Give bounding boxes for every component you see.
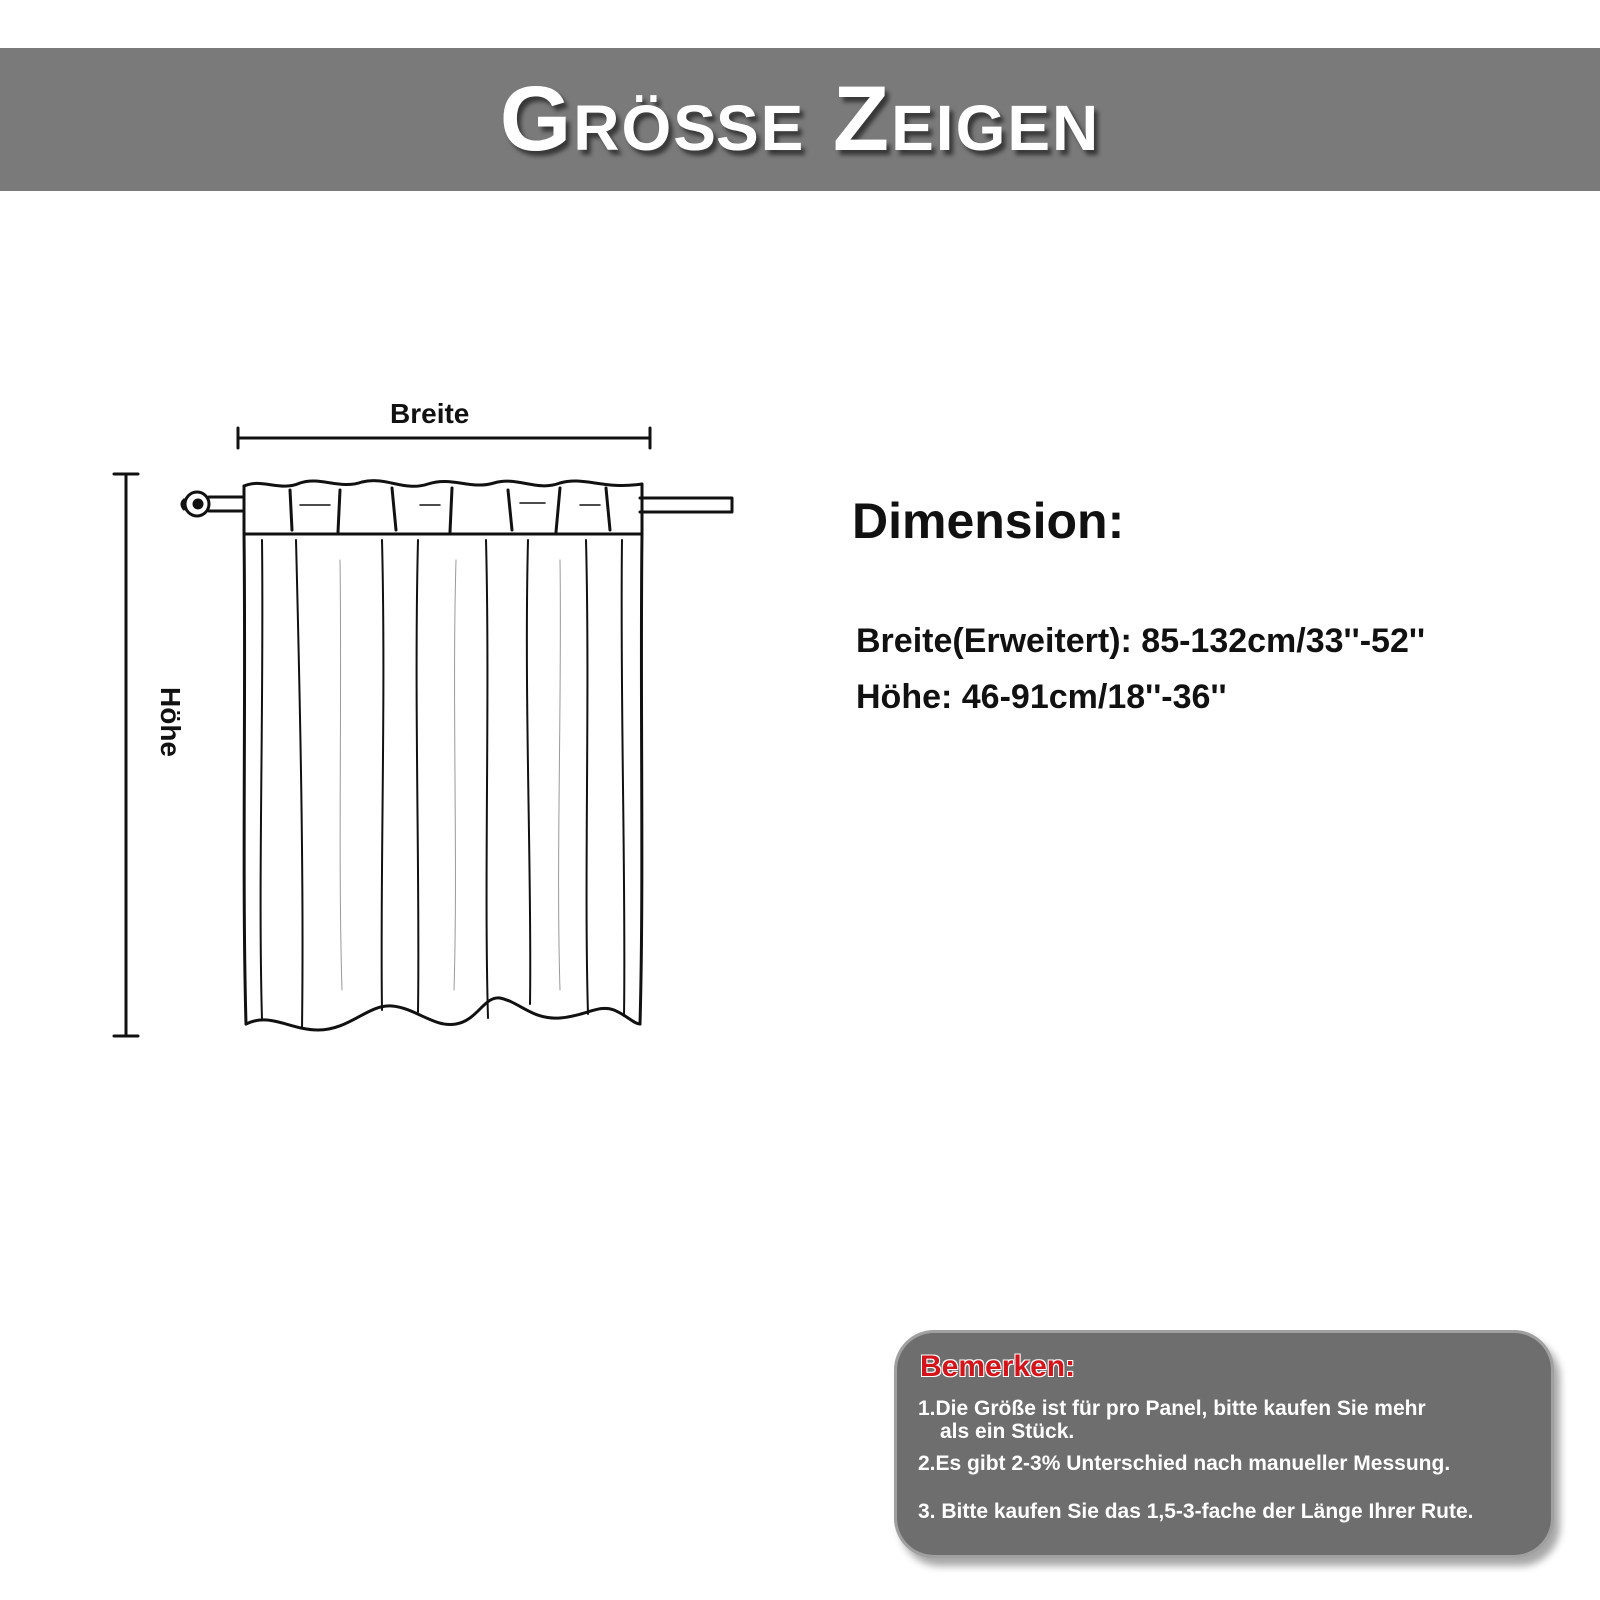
height-spec: Höhe: 46-91cm/18''-36'' (856, 678, 1227, 716)
curtain-diagram (0, 0, 760, 1060)
curtain-heading (244, 481, 642, 534)
height-label: Höhe (155, 687, 186, 757)
page-title: Größe Zeigen (499, 68, 1101, 170)
note-item-1-continued: als ein Stück. (940, 1420, 1075, 1443)
width-spec: Breite(Erweitert): 85-132cm/33''-52'' (856, 622, 1426, 660)
notes-title: Bemerken: (920, 1350, 1076, 1383)
dimension-heading: Dimension: (852, 493, 1125, 549)
curtain-rod (182, 492, 732, 516)
note-item-1: 1.Die Größe ist für pro Panel, bitte kaufen Sie mehr (918, 1397, 1426, 1420)
width-label: Breite (390, 398, 470, 429)
note-item-3: 3. Bitte kaufen Sie das 1,5-3-fache der Länge Ihrer Rute. (918, 1500, 1474, 1523)
note-item-2: 2.Es gibt 2-3% Unterschied nach manueller Messung. (918, 1452, 1451, 1475)
curtain-body (244, 534, 642, 1030)
